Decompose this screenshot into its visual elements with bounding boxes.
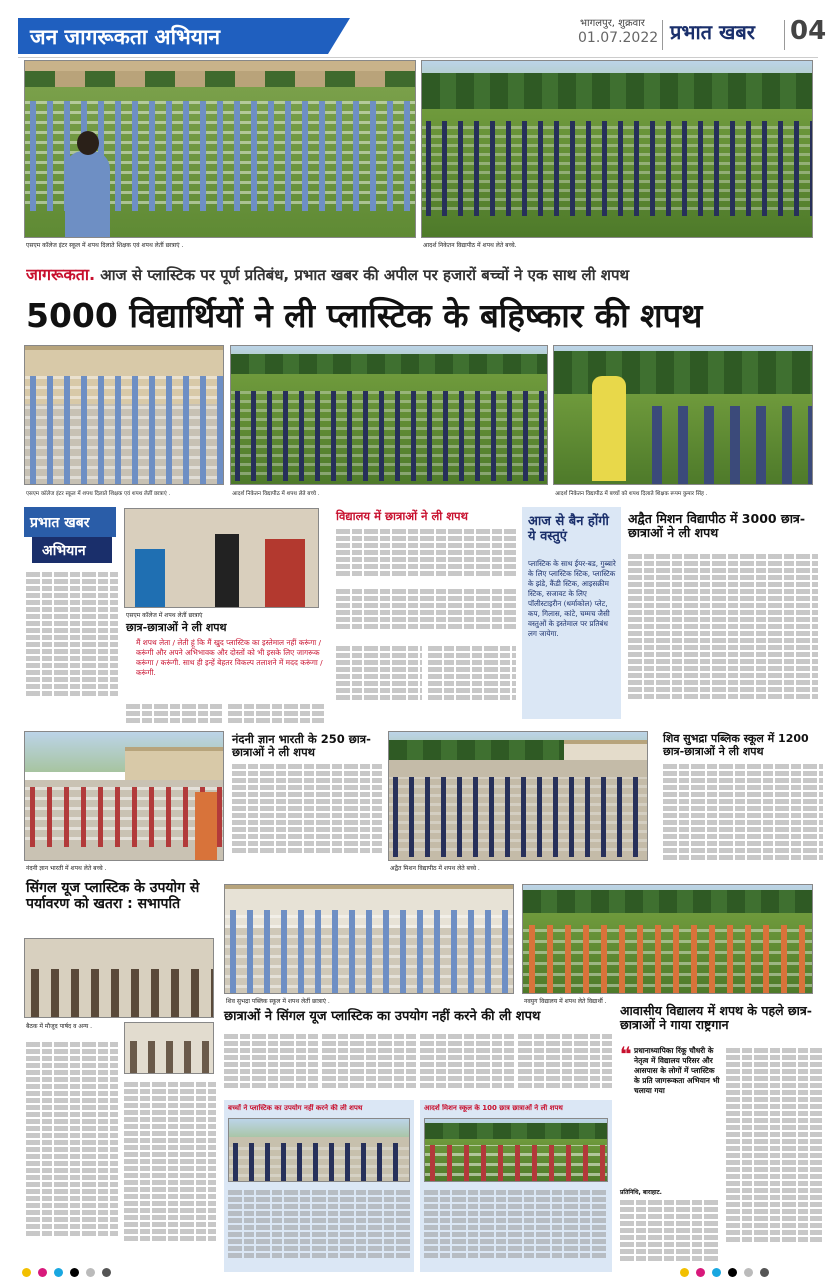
sub-box-2	[420, 1100, 612, 1272]
lead-headline: 5000 विद्यार्थियों ने ली प्लास्टिक के बहिष्कार की शपथ	[26, 296, 703, 335]
issue-date: 01.07.2022	[578, 30, 659, 46]
sub-box-1	[224, 1100, 414, 1272]
photo-row2-3	[553, 345, 813, 485]
section-title: जन जागरूकता अभियान	[30, 25, 221, 49]
nandani-photo	[24, 731, 224, 861]
oath-text: मैं शपथ लेता / लेती हूं कि मैं खुद प्लास्टिक का इस्तेमाल नहीं करूंगा / करूंगी और अपने अभिभावक और दोस्तों को भी इसके लिए जागरूक करूंगा / करूंगी. साथ ही इन्हें बेहतर विकल्प तलाशने में मदद करूंगा / करूंगी.	[136, 638, 323, 677]
no-use-title: छात्राओं ने सिंगल यूज प्लास्टिक का उपयोग नहीं करने की ली शपथ	[224, 1009, 541, 1024]
single-use-title: सिंगल यूज प्लास्टिक के उपयोग से पर्यावरण को खतरा : सभापति	[26, 880, 200, 913]
photo-row2-1	[24, 345, 224, 485]
nandani-caption: नंदनी ज्ञान भारती में शपथ लेते बच्चे .	[26, 865, 107, 872]
ban-box-text: प्लास्टिक के साथ ईयर-बड, गुब्बारे के लिए प्लास्टिक स्टिक, प्लास्टिक के झंडे, कैंडी स्टिक, आइसक्रीम स्टिक, सजावट के लिए पॉलीस्टाइरीन (थर्माकोल) प्लेट, कप, गिलास, कांटे, चम्मच जैसी वस्तुओं के इस्तेमाल पर प्रतिबंध लग जायेगा.	[528, 559, 616, 638]
quote-mark-icon: ❝	[620, 1042, 632, 1066]
sub-box-2-title: आदर्श मिशन स्कूल के 100 छात्र छात्राओं ने ली शपथ	[424, 1104, 563, 1112]
residential-quote	[620, 1042, 720, 1186]
top-photo-left	[24, 60, 416, 238]
row2-caption-1: एसएम कॉलेज इंटर स्कूल में शपथ दिलाते शिक्षक एवं शपथ लेतीं छात्राएं .	[26, 491, 171, 497]
meeting-caption: बैठक में मौजूद पार्षद व अन्य .	[26, 1023, 93, 1030]
nandani-title: नंदनी ज्ञान भारती के 250 छात्र-छात्राओं ने ली शपथ	[232, 732, 371, 760]
row2-caption-3: आदर्श निकेतन विद्यापीठ में बच्चों को शपथ दिलाते शिक्षक रूपम कुमार सिंह .	[555, 491, 708, 497]
mid-caption: अद्वैत मिशन विद्यापीठ में शपथ लेते बच्चे .	[390, 865, 480, 872]
campaign-label: अभियान	[42, 543, 86, 559]
girls-oath-title: विद्यालय में छात्राओं ने ली शपथ	[336, 509, 468, 523]
city-day: भागलपुर, शुक्रवार	[580, 18, 645, 29]
section-banner	[18, 18, 328, 54]
dateline: प्रतिनिधि, बाराहाट.	[620, 1189, 662, 1196]
meeting-photo	[24, 938, 214, 1018]
bottom-caption-2: नवयुग विद्यालय में शपथ लेते विद्यार्थी .	[524, 998, 607, 1005]
oath-title: छात्र-छात्राओं ने ली शपथ	[126, 621, 227, 634]
registration-dots-left	[22, 1268, 111, 1277]
registration-dots-right	[680, 1268, 769, 1277]
ban-box	[522, 507, 621, 719]
meeting-photo-small	[124, 1022, 214, 1074]
ban-box-title: आज से बैन होंगी ये वस्तुएं	[528, 514, 609, 544]
shiv-title: शिव सुभद्रा पब्लिक स्कूल में 1200 छात्र-छात्राओं ने ली शपथ	[663, 732, 809, 758]
lead-deck	[26, 263, 826, 285]
top-caption-left: एसएम कॉलेज इंटर स्कूल में शपथ दिलाते शिक्षक एवं शपथ लेतीं छात्राएं .	[26, 242, 184, 249]
page-number: 04	[790, 16, 827, 46]
top-photo-right	[421, 60, 813, 238]
residential-title: आवासीय विद्यालय में शपथ के पहले छात्र-छात्राओं ने गाया राष्ट्रगान	[620, 1003, 812, 1033]
campaign-body	[26, 570, 118, 730]
campaign-photo	[124, 508, 319, 608]
residential-quote-text: प्रधानाध्यापिका रिंकू चौधरी के नेतृत्व में विद्यालय परिसर और आसपास के लोगों में प्लास्टिक के प्रति जागरूकता अभियान भी चलाया गया	[634, 1046, 720, 1095]
row2-caption-2: आदर्श निकेतन विद्यापीठ में शपथ लेते बच्चे .	[232, 491, 320, 497]
top-caption-right: आदर्श निकेतन विद्यापीठ में शपथ लेते बच्चे.	[423, 242, 517, 249]
campaign-logo	[24, 507, 116, 563]
campaign-photo-caption: एसएम कॉलेज में शपथ लेतीं छात्राएं	[126, 612, 203, 619]
bottom-caption-1: शिव सुभद्रा पब्लिक स्कूल में शपथ लेतीं छात्राएं .	[226, 998, 330, 1005]
lead-kicker: जागरूकता.	[26, 265, 96, 284]
mid-photo	[388, 731, 648, 861]
photo-row2-2	[230, 345, 548, 485]
bottom-photo-1	[224, 884, 514, 994]
sub-box-1-title: बच्चों ने प्लास्टिक का उपयोग नहीं करने की ली शपथ	[228, 1104, 363, 1112]
brand-logo: प्रभात खबर	[670, 20, 755, 44]
advait-title: अद्वैत मिशन विद्यापीठ में 3000 छात्र-छात्राओं ने ली शपथ	[628, 511, 806, 541]
bottom-photo-2	[522, 884, 813, 994]
masthead	[0, 0, 837, 58]
campaign-brand: प्रभात खबर	[30, 515, 90, 531]
lead-deck-text: आज से प्लास्टिक पर पूर्ण प्रतिबंध, प्रभात खबर की अपील पर हजारों बच्चों ने एक साथ ली शपथ	[100, 266, 630, 284]
